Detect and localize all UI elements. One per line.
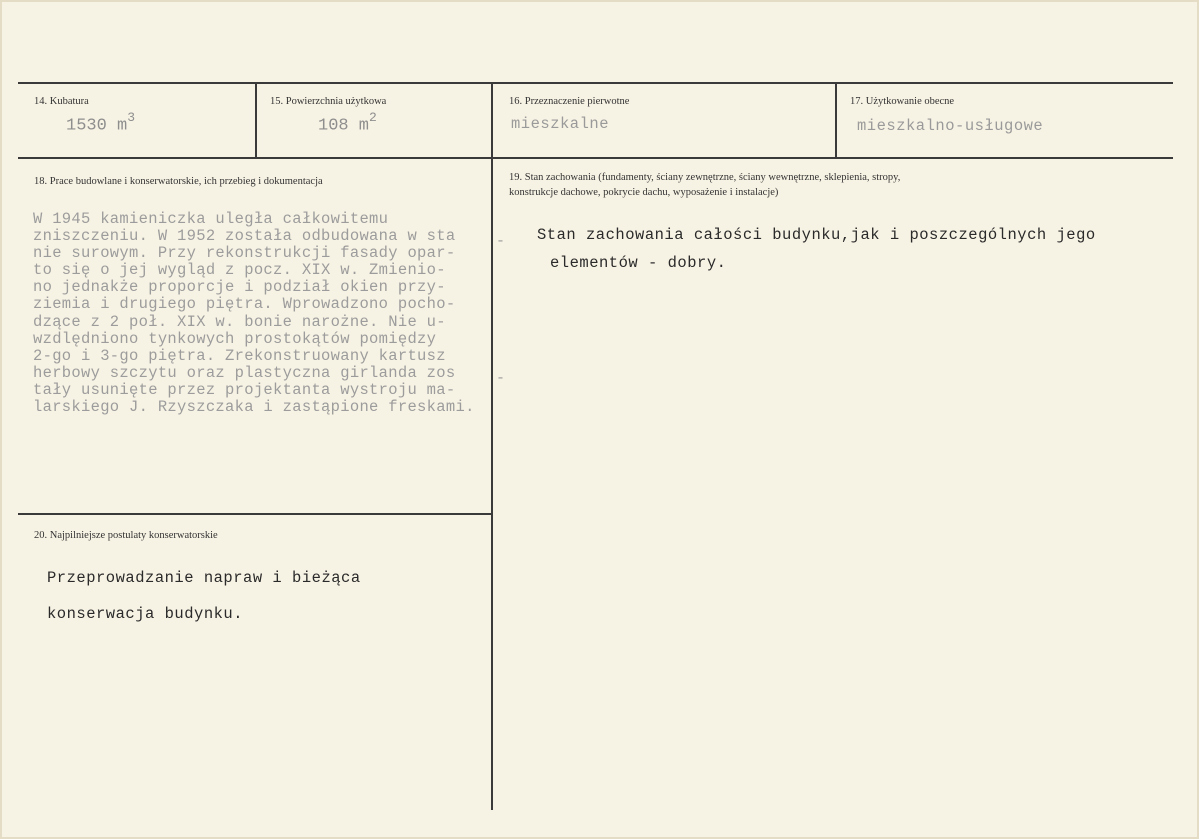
divider-main [491,83,493,810]
stan-zachowania-line2: elementów - dobry. [550,254,727,272]
prace-budowlane-text [33,211,475,416]
text-line: 2-go i 3-go piętra. Zrekonstruowany kartusz [33,346,446,365]
text-line: W 1945 kamieniczka uległa całkowitemu [33,210,389,228]
text-line: herbowy szczytu oraz plastyczna girlanda zos [33,363,456,382]
left-lower-rule [18,513,492,515]
margin-hyphen: - [496,233,506,250]
stan-zachowania-label-line1: 19. Stan zachowania (fundamenty, ściany zewnętrzne, ściany wewnętrzne, sklepienia, stropy, [509,172,901,183]
postulaty-label: 20. Najpilniejsze postulaty konserwatorskie [34,530,218,541]
przeznaczenie-value: mieszkalne [511,115,610,133]
divider-16-17 [835,83,837,158]
divider-14-15 [255,83,257,158]
kubatura-number: 1530 m [66,116,128,136]
text-line: larskiego J. Rzyszczaka i zastąpione freskami. [33,398,475,417]
middle-rule [18,157,1173,159]
text-line: tały usunięte przez projektanta wystroju ma- [33,380,456,399]
powierzchnia-number: 108 m [318,116,370,136]
stan-zachowania-label-line2: konstrukcje dachowe, pokrycie dachu, wyposażenie i instalacje) [509,187,779,198]
powierzchnia-unit-exponent: 2 [369,110,377,125]
powierzchnia-label: 15. Powierzchnia użytkowa [270,96,387,107]
powierzchnia-value [318,112,377,136]
text-line: nie surowym. Przy rekonstrukcji fasady opar- [33,244,456,263]
uzytkowanie-value: mieszkalno-usługowe [857,117,1044,135]
kubatura-value [66,112,135,136]
text-line: no jednakże proporcje i podział okien przy- [33,278,446,297]
kubatura-label: 14. Kubatura [34,96,89,107]
prace-budowlane-label: 18. Prace budowlane i konserwatorskie, ich przebieg i dokumentacja [34,176,323,187]
text-line: dzące z 2 poł. XIX w. bonie narożne. Nie u- [33,312,446,331]
text-line: wzdlędniono tynkowych prostokątów pomiędzy [33,329,437,348]
postulaty-line2: konserwacja budynku. [47,605,244,623]
text-line: to się o jej wygląd z pocz. XIX w. Zmienio- [33,261,446,280]
postulaty-line1: Przeprowadzanie napraw i bieżąca [47,569,361,587]
przeznaczenie-label: 16. Przeznaczenie pierwotne [509,96,630,107]
text-line: ziemia i drugiego piętra. Wprowadzono pocho- [33,295,456,314]
uzytkowanie-label: 17. Użytkowanie obecne [850,96,955,107]
stan-zachowania-line1: Stan zachowania całości budynku,jak i poszczególnych jego [537,226,1096,244]
top-rule [18,82,1173,84]
kubatura-unit-exponent: 3 [127,110,136,125]
text-line: zniszczeniu. W 1952 została odbudowana w sta [33,227,456,246]
margin-hyphen: - [496,370,506,387]
